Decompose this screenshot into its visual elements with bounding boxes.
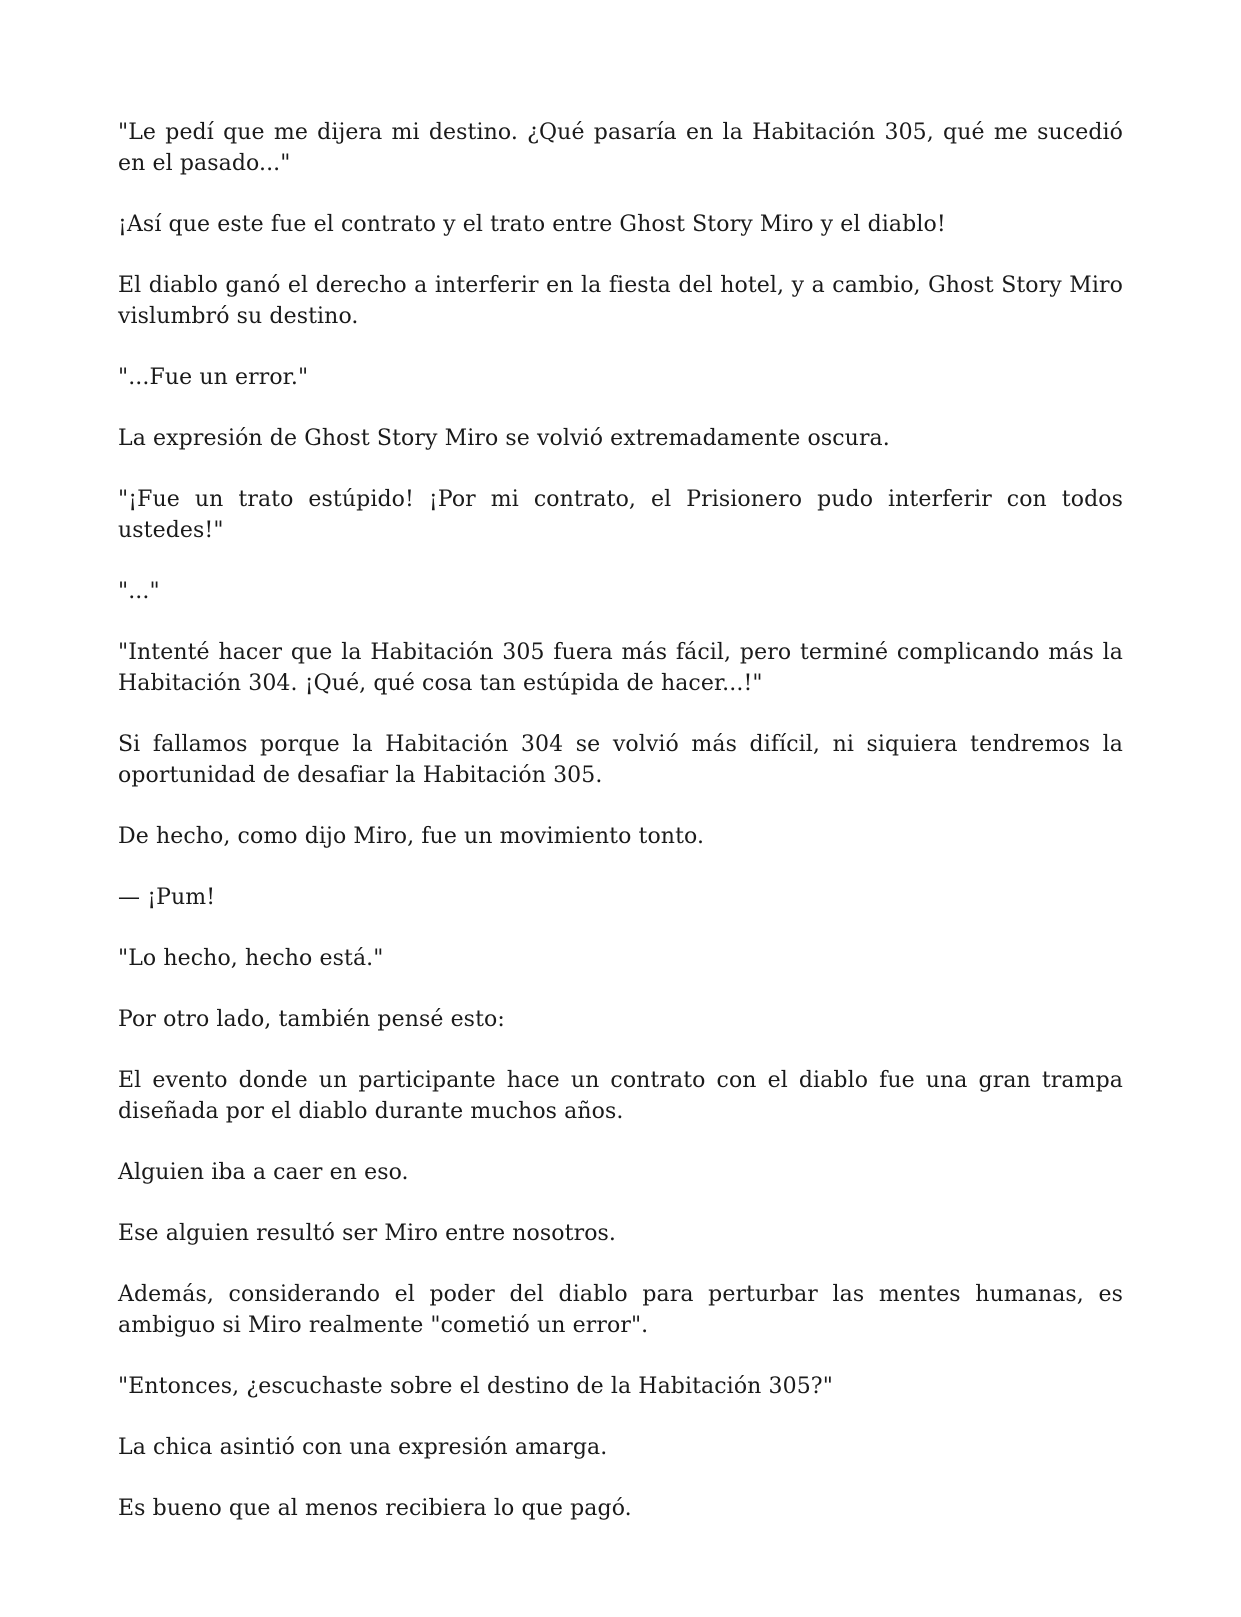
paragraph: Si fallamos porque la Habitación 304 se volvió más difícil, ni siquiera tendremos la oportunidad de desafiar la Habitación 305. xyxy=(118,732,1123,788)
paragraph: Es bueno que al menos recibiera lo que pagó. xyxy=(118,1496,632,1521)
paragraph: ¡Así que este fue el contrato y el trato entre Ghost Story Miro y el diablo! xyxy=(118,212,946,237)
paragraph: Además, considerando el poder del diablo para perturbar las mentes humanas, es ambiguo si Miro realmente "cometió un error". xyxy=(118,1282,1123,1338)
paragraph: El evento donde un participante hace un contrato con el diablo fue una gran trampa diseñada por el diablo durante muchos años. xyxy=(118,1068,1123,1124)
paragraph: "...Fue un error." xyxy=(118,365,309,390)
paragraph: Por otro lado, también pensé esto: xyxy=(118,1007,505,1032)
paragraph: "Le pedí que me dijera mi destino. ¿Qué pasaría en la Habitación 305, qué me sucedió en el pasado..." xyxy=(118,120,1123,176)
paragraph: Ese alguien resultó ser Miro entre nosotros. xyxy=(118,1221,617,1246)
paragraph: — ¡Pum! xyxy=(118,885,216,910)
paragraph: La chica asintió con una expresión amarga. xyxy=(118,1435,608,1460)
paragraph: "..." xyxy=(118,579,160,604)
paragraph: La expresión de Ghost Story Miro se volvió extremadamente oscura. xyxy=(118,426,890,451)
paragraph: "Lo hecho, hecho está." xyxy=(118,946,384,971)
paragraph: "Entonces, ¿escuchaste sobre el destino de la Habitación 305?" xyxy=(118,1374,833,1399)
paragraph: "¡Fue un trato estúpido! ¡Por mi contrato, el Prisionero pudo interferir con todos ustedes!" xyxy=(118,487,1123,543)
paragraph: De hecho, como dijo Miro, fue un movimiento tonto. xyxy=(118,824,705,849)
document-body xyxy=(118,117,1123,1554)
paragraph: Alguien iba a caer en eso. xyxy=(118,1160,409,1185)
paragraph: "Intenté hacer que la Habitación 305 fuera más fácil, pero terminé complicando más la Habitación 304. ¡Qué, qué cosa tan estúpida de hacer...!" xyxy=(118,640,1123,696)
paragraph: El diablo ganó el derecho a interferir en la fiesta del hotel, y a cambio, Ghost Story Miro vislumbró su destino. xyxy=(118,273,1123,329)
